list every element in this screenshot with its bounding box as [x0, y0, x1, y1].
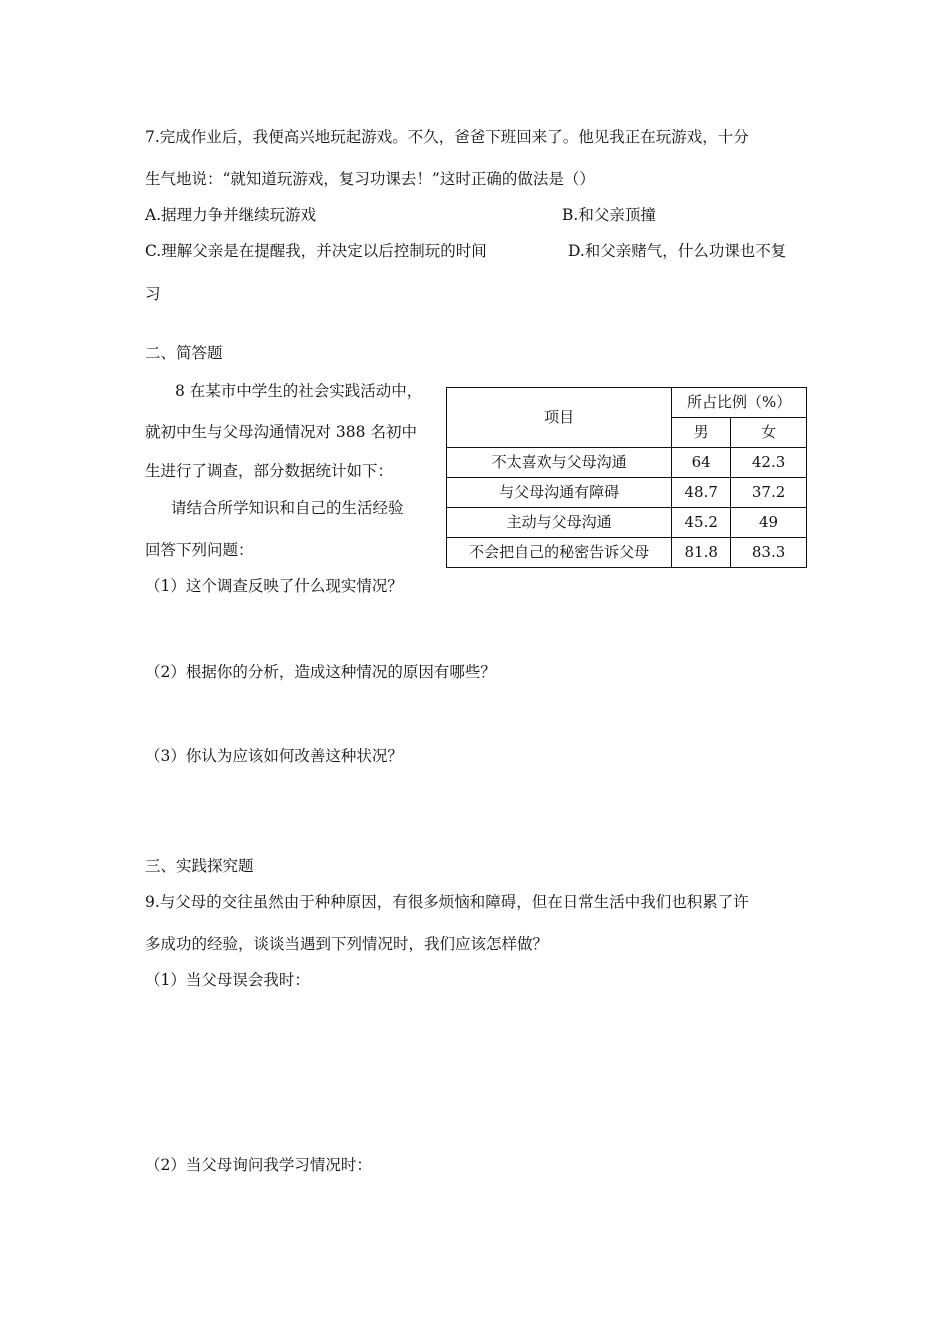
- q9-sub-question-2: （2）当父母询问我学习情况时：: [145, 1156, 372, 1174]
- row-item: 不会把自己的秘密告诉父母: [447, 538, 672, 568]
- q7-option-b: B.和父亲顶撞: [562, 206, 656, 224]
- table-row: [447, 448, 807, 478]
- row-female: 49: [731, 508, 807, 538]
- q7-stem-line2: 生气地说：“就知道玩游戏，复习功课去！”这时正确的做法是（）: [145, 170, 595, 188]
- row-female: 42.3: [731, 448, 807, 478]
- row-female: 83.3: [731, 538, 807, 568]
- row-item: 不太喜欢与父母沟通: [447, 448, 672, 478]
- q7-option-c: C.理解父亲是在提醒我，并决定以后控制玩的时间: [145, 242, 487, 260]
- row-item: 与父母沟通有障碍: [447, 478, 672, 508]
- row-male: 48.7: [672, 478, 731, 508]
- q8-sub-question-2: （2）根据你的分析，造成这种情况的原因有哪些？: [145, 663, 496, 681]
- q8-intro-line5: 回答下列问题：: [145, 541, 254, 559]
- row-male: 81.8: [672, 538, 731, 568]
- q7-option-a: A.据理力争并继续玩游戏: [145, 206, 317, 224]
- row-male: 45.2: [672, 508, 731, 538]
- section-2-heading: 二、简答题: [145, 344, 223, 362]
- row-female: 37.2: [731, 478, 807, 508]
- q8-intro-line2: 就初中生与父母沟通情况对 388 名初中: [145, 423, 417, 441]
- q8-sub-question-1: （1）这个调查反映了什么现实情况？: [145, 577, 403, 595]
- q9-sub-question-1: （1）当父母误会我时：: [145, 971, 310, 989]
- q9-stem-line1: 9.与父母的交往虽然由于种种原因，有很多烦恼和障碍，但在日常生活中我们也积累了许: [145, 893, 749, 911]
- q7-stem-line1: 7.完成作业后，我便高兴地玩起游戏。不久，爸爸下班回来了。他见我正在玩游戏，十分: [145, 128, 749, 146]
- q8-sub-question-3: （3）你认为应该如何改善这种状况？: [145, 747, 403, 765]
- survey-table: [446, 387, 807, 568]
- q8-intro-line3: 生进行了调查，部分数据统计如下：: [145, 462, 394, 480]
- section-3-heading: 三、实践探究题: [145, 857, 254, 875]
- q8-intro-line4: 请结合所学知识和自己的生活经验: [171, 499, 404, 517]
- q7-option-d: D.和父亲赌气，什么功课也不复: [568, 242, 787, 260]
- table-header-item: 项目: [447, 388, 672, 448]
- table-header-ratio: 所占比例（%）: [672, 388, 807, 418]
- row-item: 主动与父母沟通: [447, 508, 672, 538]
- table-row: [447, 538, 807, 568]
- table-header-female: 女: [731, 418, 807, 448]
- row-male: 64: [672, 448, 731, 478]
- table-header-male: 男: [672, 418, 731, 448]
- q8-intro-line1: 8 在某市中学生的社会实践活动中，: [175, 382, 423, 400]
- q7-option-d-continued: 习: [145, 285, 161, 303]
- table-row: [447, 478, 807, 508]
- q9-stem-line2: 多成功的经验，谈谈当遇到下列情况时，我们应该怎样做？: [145, 935, 549, 953]
- table-row: [447, 508, 807, 538]
